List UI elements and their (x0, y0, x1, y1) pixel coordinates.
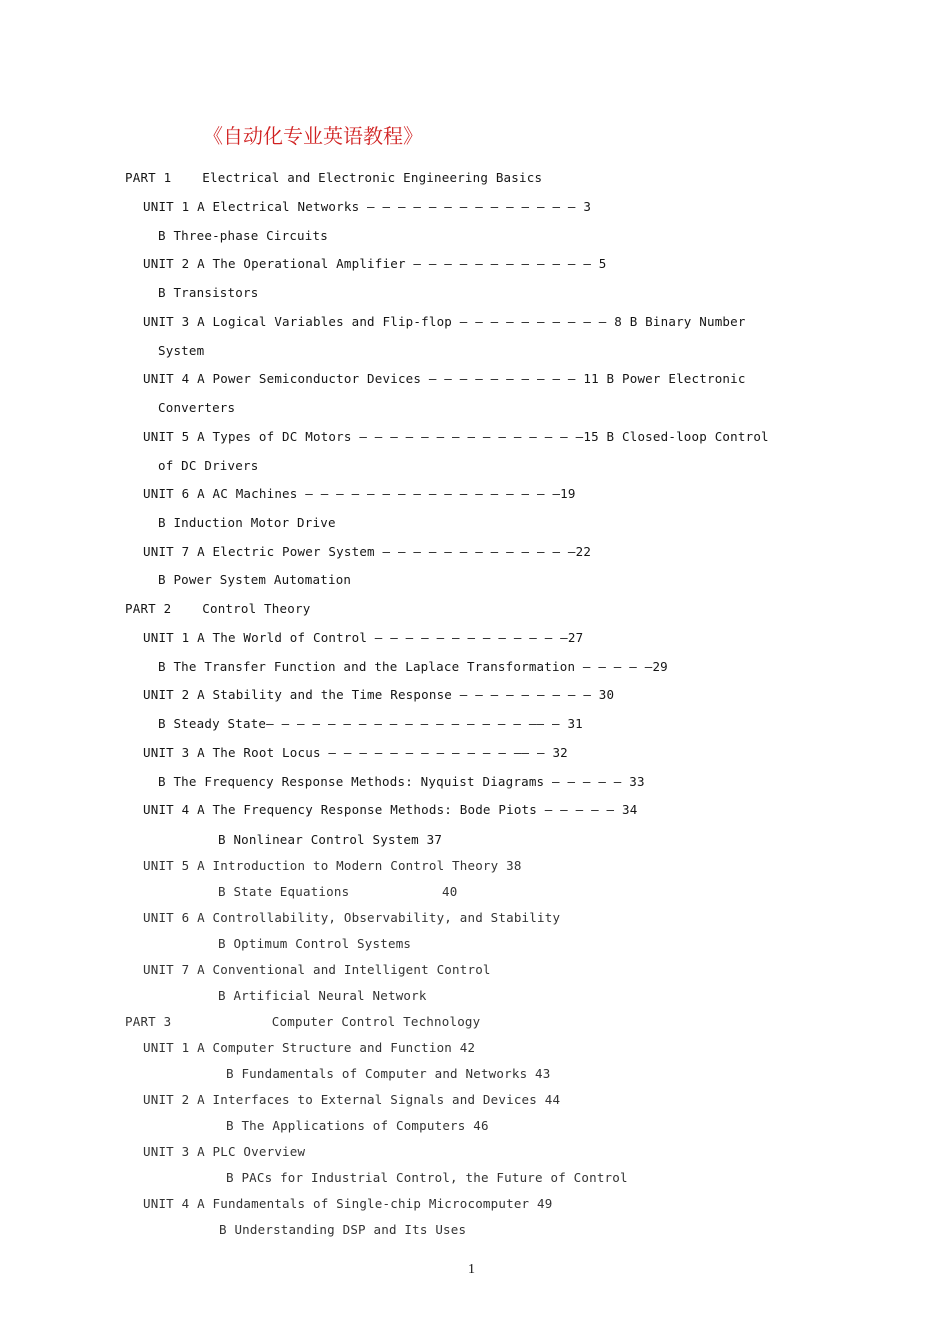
toc-unit-line: UNIT 2 A Stability and the Time Response — — — — — — — — — 30 (143, 687, 615, 702)
toc-unit-line: UNIT 1 A Computer Structure and Function 42 (143, 1040, 476, 1055)
toc-subunit-line: B Transistors (158, 285, 259, 300)
toc-unit-line: UNIT 3 A PLC Overview (143, 1144, 306, 1159)
page-number: 1 (468, 1262, 475, 1277)
document-title: 《自动化专业英语教程》 (203, 124, 423, 148)
part-heading: PART 3 Computer Control Technology (125, 1014, 481, 1029)
part-heading: PART 1 Electrical and Electronic Engineering Basics (125, 170, 543, 185)
toc-subunit-line: B PACs for Industrial Control, the Future of Control (226, 1170, 628, 1185)
toc-unit-line: UNIT 2 A The Operational Amplifier — — — — — — — — — — — — 5 (143, 256, 607, 271)
toc-unit-line: UNIT 3 A The Root Locus — — — — — — — — — — — — —— — 32 (143, 745, 568, 760)
toc-unit-line: UNIT 5 A Introduction to Modern Control Theory 38 (143, 858, 522, 873)
toc-unit-line: UNIT 4 A Fundamentals of Single-chip Microcomputer 49 (143, 1196, 553, 1211)
toc-unit-line: UNIT 6 A AC Machines — — — — — — — — — — — — — — — — —19 (143, 486, 576, 501)
toc-subunit-line: B The Transfer Function and the Laplace Transformation — — — — —29 (158, 659, 668, 674)
toc-subunit-line: B State Equations 40 (218, 884, 458, 899)
toc-unit-line: UNIT 6 A Controllability, Observability, and Stability (143, 910, 561, 925)
toc-unit-line: UNIT 7 A Electric Power System — — — — — — — — — — — — —22 (143, 544, 592, 559)
toc-subunit-line: B Nonlinear Control System 37 (218, 832, 443, 847)
toc-subunit-line: B Power System Automation (158, 572, 352, 587)
toc-subunit-line: B Optimum Control Systems (218, 936, 412, 951)
toc-unit-line: UNIT 2 A Interfaces to External Signals and Devices 44 (143, 1092, 561, 1107)
toc-subunit-line: B Three-phase Circuits (158, 228, 328, 243)
toc-unit-line: UNIT 4 A Power Semiconductor Devices — — — — — — — — — — 11 B Power Electronic (143, 371, 746, 386)
toc-subunit-line: B The Applications of Computers 46 (226, 1118, 489, 1133)
toc-unit-line: UNIT 4 A The Frequency Response Methods: Bode Piots — — — — — 34 (143, 802, 638, 817)
part-heading: PART 2 Control Theory (125, 601, 311, 616)
toc-subunit-line: B Steady State— — — — — — — — — — — — — — — — — —— — 31 (158, 716, 583, 731)
toc-unit-line: UNIT 5 A Types of DC Motors — — — — — — — — — — — — — — —15 B Closed-loop Control (143, 429, 769, 444)
toc-unit-line: UNIT 1 A Electrical Networks — — — — — — — — — — — — — — 3 (143, 199, 592, 214)
toc-subunit-line: B Artificial Neural Network (218, 988, 427, 1003)
toc-unit-line: UNIT 7 A Conventional and Intelligent Control (143, 962, 491, 977)
toc-subunit-line: B Fundamentals of Computer and Networks 43 (226, 1066, 551, 1081)
toc-continuation-line: Converters (158, 400, 236, 415)
toc-continuation-line: of DC Drivers (158, 458, 259, 473)
toc-subunit-line: B The Frequency Response Methods: Nyquist Diagrams — — — — — 33 (158, 774, 645, 789)
toc-unit-line: UNIT 3 A Logical Variables and Flip-flop — — — — — — — — — — 8 B Binary Number (143, 314, 746, 329)
toc-subunit-line: B Induction Motor Drive (158, 515, 336, 530)
toc-continuation-line: System (158, 343, 205, 358)
toc-unit-line: UNIT 1 A The World of Control — — — — — — — — — — — — —27 (143, 630, 584, 645)
toc-subunit-line: B Understanding DSP and Its Uses (219, 1222, 467, 1237)
